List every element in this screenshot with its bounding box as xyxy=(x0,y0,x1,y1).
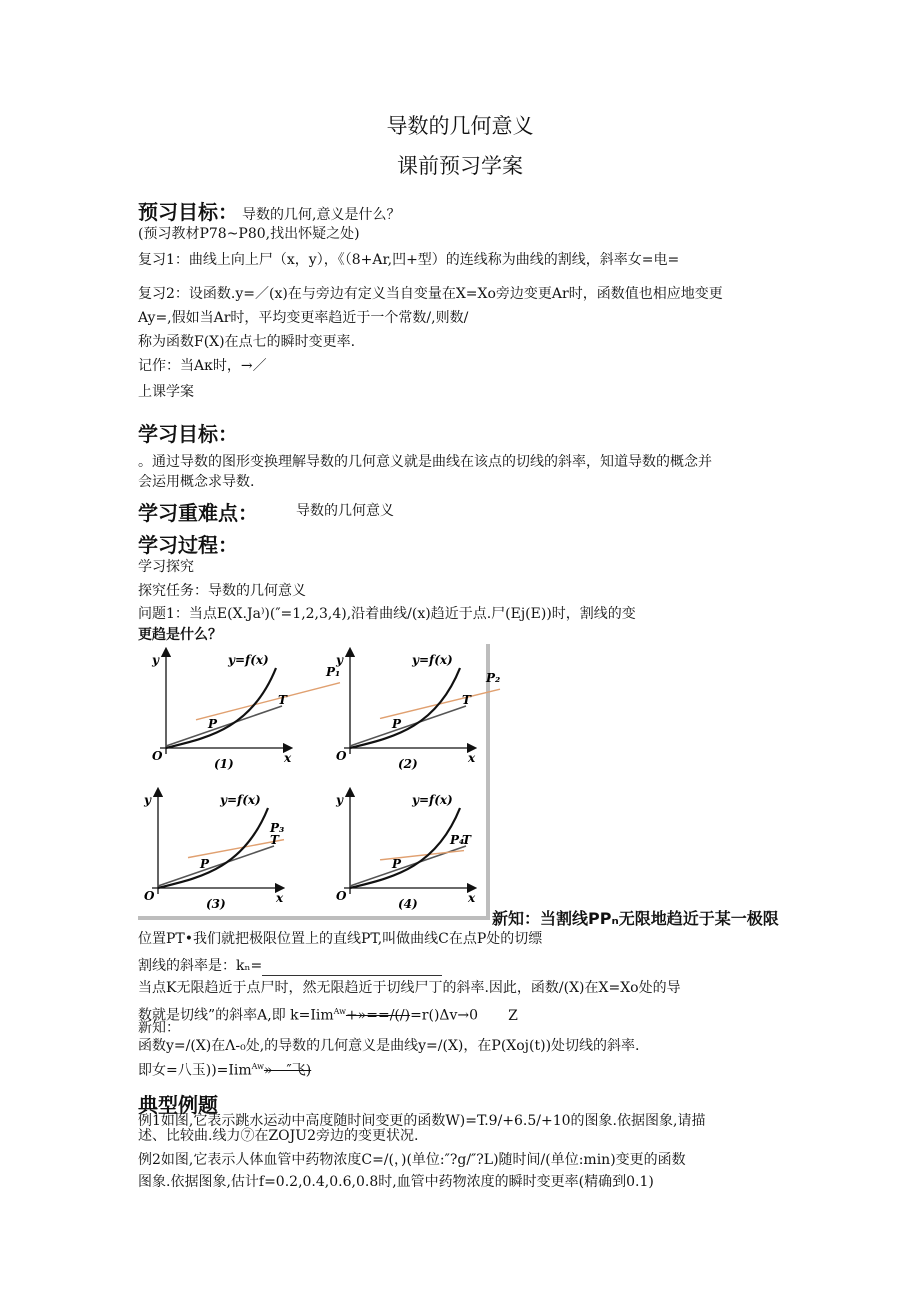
point-p-label: P xyxy=(208,717,218,731)
explore-task: 探究任务：导数的几何意义 xyxy=(138,583,306,599)
tangent-position-line: 位置PT•我们就把极限位置上的直线PT,叫做曲线C在点P处的切缥 xyxy=(138,931,543,947)
page-subtitle: 课前预习学案 xyxy=(397,154,523,178)
x-axis-label: x xyxy=(468,891,476,905)
example-2-line-1: 例2如图,它表示人体血管中药物浓度C=/(，)(单位:″?g/″?L)随时间/(单位:min)变更的函数 xyxy=(138,1152,686,1168)
preview-heading: 预习目标： xyxy=(138,200,238,224)
explain-line-1: 当点K无限趋近于点尸时，然无限趋近于切线尸丁的斜率.因此，函数/(X)在X=Xo处的导 xyxy=(138,980,681,996)
explain-line-2-sup: Aw xyxy=(333,1007,346,1016)
key-points-text: 导数的几何意义 xyxy=(296,503,394,519)
study-goal-line-2: 会运用概念求导数. xyxy=(138,474,255,490)
y-axis-label: y xyxy=(336,793,343,807)
point-pn-label: P₃ xyxy=(270,821,285,835)
explain-line-2 xyxy=(138,1002,518,1026)
record-line: 记作：当Aκ时，→／ xyxy=(138,358,267,374)
origin-label: O xyxy=(152,749,163,763)
secant-tangent-figure xyxy=(138,644,501,920)
study-goal-heading: 学习目标： xyxy=(138,422,238,446)
new-knowledge-a: 新知：当割线PPₙ无限地趋近于某一极限 xyxy=(492,909,779,928)
point-p-label: P xyxy=(392,717,402,731)
origin-label: O xyxy=(336,749,347,763)
secant-slope-line xyxy=(138,956,442,976)
point-t-label: T xyxy=(462,833,471,847)
point-p-label: P xyxy=(392,857,402,871)
review-2-line-1: 复习2：设函数.y=／(x)在与旁边有定义当自变量在X=Xo旁边变更Ar时，函数值也相应地变更 xyxy=(138,286,723,302)
new-knowledge-b-line-1: 函数y=/(X)在Λ-₀处,的导数的几何意义是曲线y=/(X)，在P(Xoj(t))处切线的斜率. xyxy=(138,1038,640,1054)
explore-label: 学习探究 xyxy=(138,559,194,575)
class-plan-label: 上课学案 xyxy=(138,384,194,400)
function-label: y=f(x) xyxy=(412,653,453,667)
process-heading: 学习过程： xyxy=(138,533,238,557)
review-2-line-3: 称为函数F(X)在点七的瞬时变更率. xyxy=(138,334,356,350)
panel-caption: (3) xyxy=(206,897,226,911)
function-label: y=f(x) xyxy=(220,793,261,807)
new-knowledge-b-label: 新知： xyxy=(138,1020,180,1036)
point-t-label: T xyxy=(270,833,279,847)
secant-slope-blank xyxy=(262,961,442,976)
question-1-line-2: 更趋是什么？ xyxy=(138,627,222,643)
origin-label: O xyxy=(336,889,347,903)
point-t-label: T xyxy=(278,693,287,707)
y-axis-label: y xyxy=(336,653,343,667)
x-axis-label: x xyxy=(468,751,476,765)
example-1-line-1: 例1如图,它表示跳水运动中高度随时间变更的函数W)=T.9/+6.5/+10的图象.依据图象,请描 xyxy=(138,1113,706,1129)
point-pn-label: P₁ xyxy=(326,665,341,679)
origin-label: O xyxy=(144,889,155,903)
curve-y-fx xyxy=(158,808,268,888)
key-points-heading: 学习重难点： xyxy=(138,501,258,525)
x-axis-label: x xyxy=(284,751,292,765)
question-1-line-1: 问题1：当点E(X.Ja⁾)(″=1,2,3,4),沿着曲线/(x)趋近于点.尸(Ej(E))时，割线的变 xyxy=(138,606,636,622)
secant-slope-label: 割线的斜率是：kₙ= xyxy=(138,958,263,974)
panel-caption: (1) xyxy=(214,757,234,771)
new-knowledge-b-line-2-a: 即女=八玉))=Iim xyxy=(138,1062,252,1079)
x-axis-label: x xyxy=(276,891,284,905)
new-knowledge-b-line-2-strike: »—″飞) xyxy=(263,1062,312,1079)
explain-line-2-strike: +»==/(/) xyxy=(345,1007,411,1024)
explain-line-2-a: 数就是切线”的斜率A,即 k=Iim xyxy=(138,1007,334,1024)
page-title: 导数的几何意义 xyxy=(386,114,534,138)
curve-y-fx xyxy=(350,668,460,748)
review-1: 复习1：曲线上向上尸（x，y），《（8+Ar,凹+型）的连线称为曲线的割线，斜率女=电= xyxy=(138,252,680,268)
explain-line-2-b: =r()Δv→0 xyxy=(410,1007,479,1024)
curve-y-fx xyxy=(166,668,276,748)
y-axis-label: y xyxy=(144,793,151,807)
y-axis-label: y xyxy=(152,653,159,667)
explain-line-2-z: Z xyxy=(508,1007,518,1024)
review-2-line-2: Ay=,假如当Ar时，平均变更率趋近于一个常数/,则数/ xyxy=(138,310,469,326)
examples-heading: 典型例题 xyxy=(138,1093,218,1117)
example-2-line-2: 图象.依据图象,估计f=0.2,0.4,0.6,0.8时,血管中药物浓度的瞬时变更率(精确到0.1) xyxy=(138,1174,654,1190)
panel-caption: (4) xyxy=(398,897,418,911)
preview-goal: 导数的几何,意义是什么？ xyxy=(242,207,401,223)
panel-caption: (2) xyxy=(398,757,418,771)
example-1-line-2: 述、比较曲.线力⑦在ZOJU2旁边的变更状况. xyxy=(138,1128,419,1144)
function-label: y=f(x) xyxy=(228,653,269,667)
point-pn-label: P₄ xyxy=(450,833,465,847)
curve-y-fx xyxy=(350,808,460,888)
point-pn-label: P₂ xyxy=(486,671,501,685)
point-p-label: P xyxy=(200,857,210,871)
preview-note: (预习教材P78~P80,找出怀疑之处) xyxy=(138,226,360,242)
secant-line xyxy=(196,683,340,720)
point-t-label: T xyxy=(462,693,471,707)
function-label: y=f(x) xyxy=(412,793,453,807)
preview-goal-line xyxy=(138,196,400,225)
figure-svg xyxy=(138,644,501,916)
new-knowledge-b-line-2-sup: Aw xyxy=(251,1062,264,1071)
new-knowledge-b-line-2 xyxy=(138,1057,311,1081)
study-goal-line-1: 。通过导数的图形变换理解导数的几何意义就是曲线在该点的切线的斜率，知道导数的概念并 xyxy=(138,454,712,470)
